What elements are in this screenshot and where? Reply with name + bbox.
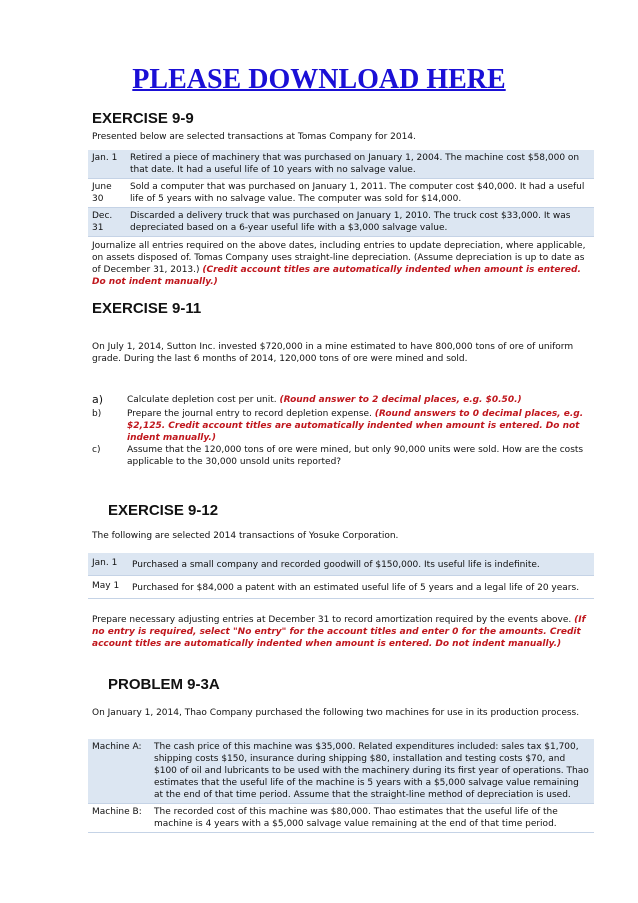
row-date: Jan. 1 [88,150,126,179]
table-row [88,179,594,208]
item-letter: a) [92,393,104,406]
row-label: Machine B: [88,804,150,833]
row-description: Purchased a small company and recorded goodwill of $150,000. Its useful life is indefinite. [128,553,594,576]
item-letter: c) [92,445,101,455]
list-item [92,394,592,408]
exercise-9-9-instructions: Journalize all entries required on the above dates, including entries to update depreciation, where applicable, on assets disposed of. Tomas Company uses straight-line depreciation. (Assume depreciation is up to date as of December 31, 2013.) (Credit account titles are automatically indented when amount is entered. Do not indent manually.) [92,241,586,287]
problem-9-3a-title: PROBLEM 9-3A [108,676,220,693]
exercise-9-12-instructions: Prepare necessary adjusting entries at December 31 to record amortization required by the events above. (If no entry is required, select "No entry" for the account titles and enter 0 for the amounts. Credit account titles are automatically indented when amount is entered. Do not indent manually.) [92,615,586,649]
row-description: Discarded a delivery truck that was purchased on January 1, 2010. The truck cost $33,000. It was depreciated based on a 6-year useful life with a $3,000 salvage value. [126,208,594,237]
table-row [88,739,594,804]
table-row [88,576,594,599]
item-text: Calculate depletion cost per unit. (Round answer to 2 decimal places, e.g. $0.50.) [127,395,522,405]
exercise-9-12-intro: The following are selected 2014 transactions of Yosuke Corporation. [92,531,399,541]
problem-9-3a-intro: On January 1, 2014, Thao Company purchased the following two machines for use in its production process. [92,708,580,718]
row-date: Dec. 31 [88,208,126,237]
exercise-9-11-intro: On July 1, 2014, Sutton Inc. invested $720,000 in a mine estimated to have 800,000 tons of ore of uniform grade. During the last 6 months of 2014, 120,000 tons of ore were mined and sold. [92,342,574,364]
exercise-9-9-title: EXERCISE 9-9 [92,110,194,127]
item-text: Prepare the journal entry to record depletion expense. (Round answers to 0 decimal places, e.g. $2,125. Credit account titles are automatically indented when amount is entered. Do not indent manually.) [127,409,584,443]
item-letter: b) [92,409,102,419]
exercise-9-12-table [88,553,594,599]
row-description: Purchased for $84,000 a patent with an estimated useful life of 5 years and a legal life of 20 years. [128,576,594,599]
row-date: Jan. 1 [88,553,128,576]
list-item [92,444,592,468]
exercise-9-9-table [88,150,594,237]
download-link[interactable]: PLEASE DOWNLOAD HERE [132,64,506,95]
table-row [88,150,594,179]
exercise-9-11-title: EXERCISE 9-11 [92,300,202,317]
row-date: June 30 [88,179,126,208]
list-item [92,408,592,444]
table-row [88,553,594,576]
row-label: Machine A: [88,739,150,804]
row-description: The cash price of this machine was $35,000. Related expenditures included: sales tax $1,700, shipping costs $150, insurance during shipping $80, installation and testing costs $70, and $100 of oil and lubricants to be used with the machinery during its first year of operations. Thao estimates that the useful life of the machine is 5 years with a $5,000 salvage value remaining at the end of that time period. Assume that the straight-line method of depreciation is used. [150,739,594,804]
exercise-9-12-title: EXERCISE 9-12 [108,502,219,519]
row-description: Retired a piece of machinery that was purchased on January 1, 2004. The machine cost $58,000 on that date. It had a useful life of 10 years with no salvage value. [126,150,594,179]
table-row [88,804,594,833]
row-date: May 1 [88,576,128,599]
table-row [88,208,594,237]
item-text: Assume that the 120,000 tons of ore were mined, but only 90,000 units were sold. How are the costs applicable to the 30,000 unsold units reported? [127,445,584,467]
problem-9-3a-table [88,739,594,833]
row-description: The recorded cost of this machine was $80,000. Thao estimates that the useful life of the machine is 4 years with a $5,000 salvage value remaining at the end of that time period. [150,804,594,833]
exercise-9-9-intro: Presented below are selected transactions at Tomas Company for 2014. [92,132,416,142]
row-description: Sold a computer that was purchased on January 1, 2011. The computer cost $40,000. It had a useful life of 5 years with no salvage value. The computer was sold for $14,000. [126,179,594,208]
